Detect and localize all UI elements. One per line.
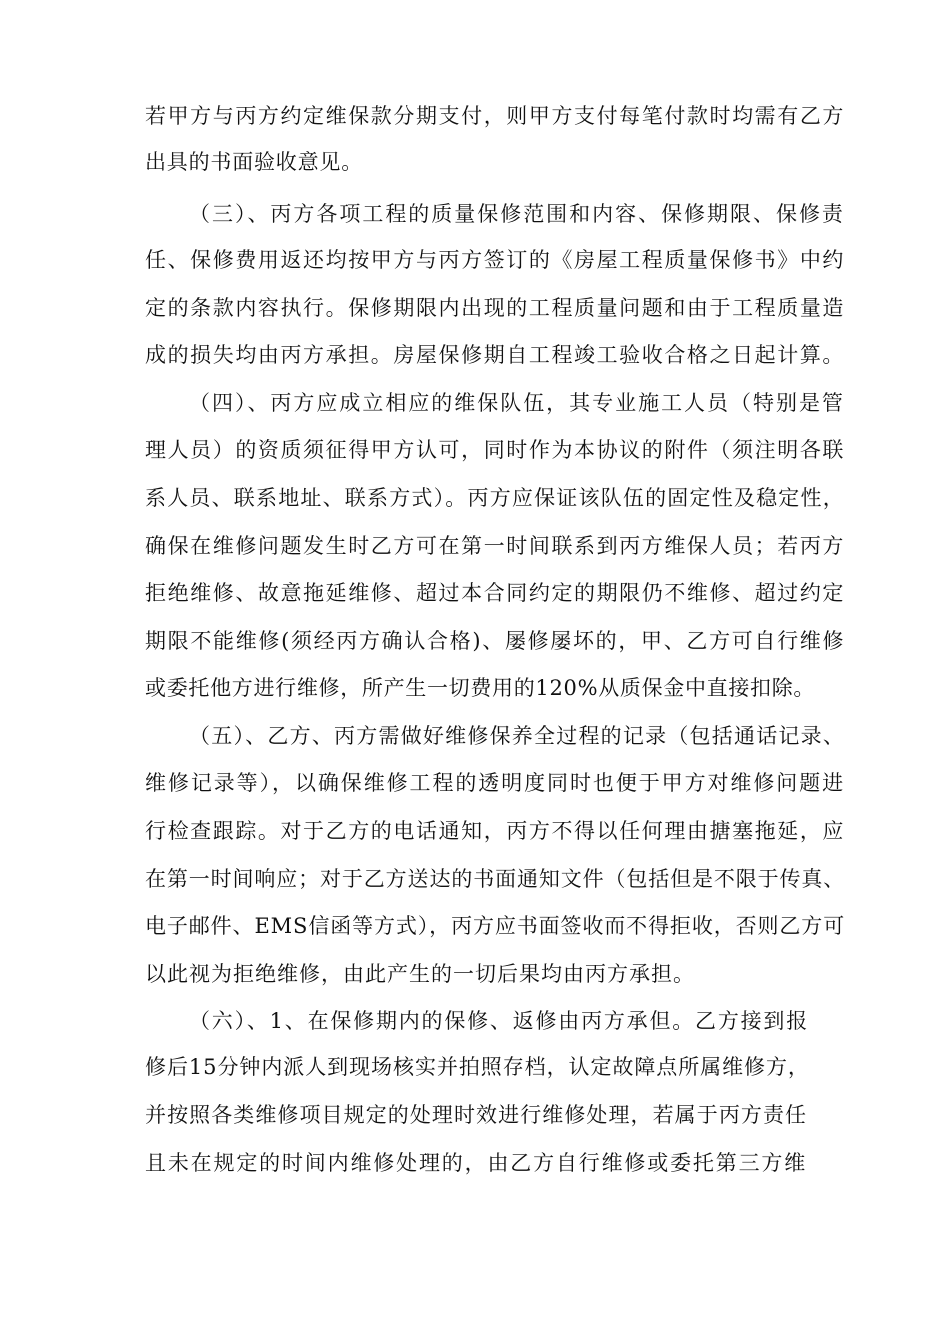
paragraph-4-line-2: 理人员）的资质须征得甲方认可，同时作为本协议的附件（须注明各联	[145, 438, 845, 462]
paragraph-3-line-3: 定的条款内容执行。保修期限内出现的工程质量问题和由于工程质量造	[145, 296, 845, 320]
paragraph-6-line-4: 且未在规定的时间内维修处理的，由乙方自行维修或委托第三方维	[145, 1151, 808, 1175]
paragraph-5-line-3: 行检查跟踪。对于乙方的电话通知，丙方不得以任何理由搪塞拖延，应	[145, 819, 845, 843]
paragraph-6-line-1: （六）、1、在保修期内的保修、返修由丙方承但。乙方接到报	[189, 1009, 809, 1033]
paragraph-intro-line-1: 若甲方与丙方约定维保款分期支付，则甲方支付每笔付款时均需有乙方	[145, 104, 845, 128]
paragraph-3-line-1: （三）、丙方各项工程的质量保修范围和内容、保修期限、保修责	[189, 202, 845, 226]
paragraph-6-line-2: 修后15分钟内派人到现场核实并拍照存档，认定故障点所属维修方，	[145, 1055, 810, 1079]
paragraph-3-line-4: 成的损失均由丙方承担。房屋保修期自工程竣工验收合格之日起计算。	[145, 343, 845, 367]
paragraph-5-line-2: 维修记录等），以确保维修工程的透明度同时也便于甲方对维修问题进	[145, 771, 846, 795]
paragraph-4-line-4: 确保在维修问题发生时乙方可在第一时间联系到丙方维保人员；若丙方	[145, 534, 845, 558]
paragraph-4-line-7: 或委托他方进行维修，所产生一切费用的120%从质保金中直接扣除。	[145, 676, 816, 700]
paragraph-5-line-4: 在第一时间响应；对于乙方送达的书面通知文件（包括但是不限于传真、	[145, 867, 846, 891]
paragraph-4-line-1: （四）、丙方应成立相应的维保队伍，其专业施工人员（特别是管	[189, 391, 845, 415]
paragraph-5-line-1: （五）、乙方、丙方需做好维修保养全过程的记录（包括通话记录、	[189, 724, 846, 748]
paragraph-6-line-3: 并按照各类维修项目规定的处理时效进行维修处理，若属于丙方责任	[145, 1103, 808, 1127]
paragraph-4-line-3: 系人员、联系地址、联系方式）。丙方应保证该队伍的固定性及稳定性，	[145, 486, 845, 510]
paragraph-intro-line-2: 出具的书面验收意见。	[145, 150, 363, 174]
paragraph-5-line-5: 电子邮件、EMS信函等方式），丙方应书面签收而不得拒收，否则乙方可	[145, 914, 846, 938]
paragraph-4-line-6: 期限不能维修(须经丙方确认合格)、屡修屡坏的，甲、乙方可自行维修	[145, 629, 846, 653]
paragraph-5-line-6: 以此视为拒绝维修，由此产生的一切后果均由丙方承担。	[145, 962, 695, 986]
paragraph-3-line-2: 任、保修费用返还均按甲方与丙方签订的《房屋工程质量保修书》中约	[145, 248, 845, 272]
paragraph-4-line-5: 拒绝维修、故意拖延维修、超过本合同约定的期限仍不维修、超过约定	[145, 581, 845, 605]
